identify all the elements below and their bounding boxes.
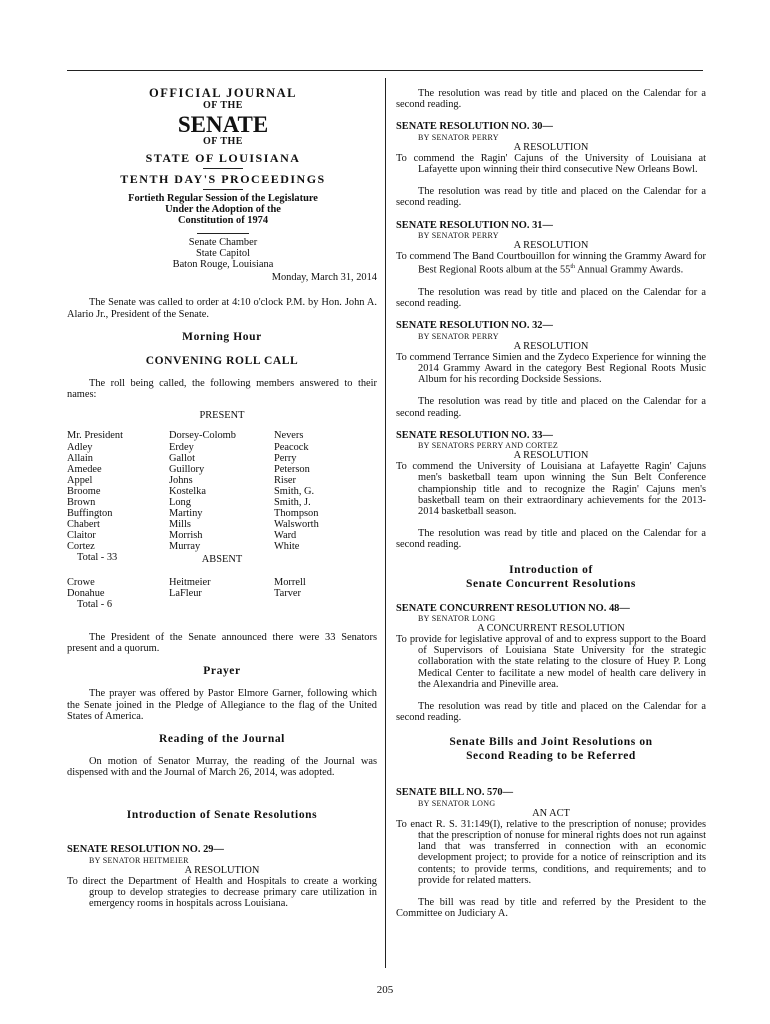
- resolution-text-part: Annual Grammy Awards.: [575, 264, 684, 276]
- present-roster: [67, 430, 377, 563]
- resolution-text: To provide for legislative approval of and to express support to the Board of Supervisors of Louisiana State University for the strategic collaboration with the state relating to the closure of Huey P. Long Medical Center to facilitate a new model of health care delivery in the Alexandria and Pineville area.: [396, 633, 706, 690]
- resolution-title: SENATE RESOLUTION NO. 29—: [67, 844, 224, 856]
- senator-name: Allain: [67, 452, 93, 464]
- top-rule: [67, 70, 703, 71]
- senator-name: Perry: [274, 452, 297, 464]
- calendar-note: The resolution was read by title and placed on the Calendar for a second reading.: [396, 700, 706, 724]
- prayer-heading: Prayer: [203, 665, 241, 678]
- absent-column-1: [67, 577, 169, 610]
- senator-name: Gallot: [169, 452, 195, 464]
- bill-text: To enact R. S. 31:149(I), relative to the prescription of nonuse; provides that the prescription of nonuse for mineral rights does not run against land that was transferred in connection with an economic development project; to provide for a notice of reinscription and its contents; to provide terms, conditions, and requirements; and to provide for related matters.: [396, 818, 706, 886]
- calendar-note: The resolution was read by title and placed on the Calendar for a second reading.: [396, 186, 706, 209]
- masthead-of-the: OF THE: [203, 100, 243, 111]
- masthead-day: TENTH DAY'S PROCEEDINGS: [120, 172, 326, 186]
- senator-name: Claitor: [67, 530, 96, 542]
- place-line-1: Senate Chamber: [188, 236, 258, 248]
- senator-name: Riser: [274, 474, 296, 486]
- resolution-title: SENATE RESOLUTION NO. 31—: [396, 219, 553, 231]
- ordinal-suffix: th: [570, 264, 576, 271]
- resolution-kind: A RESOLUTION: [513, 141, 589, 153]
- senate-resolution-29: [67, 844, 377, 909]
- absent-column-3: [274, 577, 374, 610]
- journal-text: On motion of Senator Murray, the reading of the Journal was dispensed with and the Journal of March 26, 2014, was adopted.: [67, 756, 377, 779]
- resolution-text: To commend the Ragin' Cajuns of the University of Louisiana at Lafayette upon winning their third consecutive New Orleans Bowl.: [396, 152, 706, 176]
- senator-name: Mr. President: [67, 430, 123, 442]
- senate-concurrent-resolution-48: [396, 603, 706, 690]
- bill-kind: AN ACT: [532, 807, 570, 819]
- masthead-state: STATE OF LOUISIANA: [145, 151, 301, 165]
- place-line-3: Baton Rouge, Louisiana: [172, 259, 274, 271]
- senator-name: White: [274, 541, 300, 553]
- senator-name: Erdey: [169, 441, 194, 453]
- senator-name: Buffington: [67, 508, 113, 520]
- concurrent-heading-line-2: Senate Concurrent Resolutions: [466, 577, 636, 590]
- resolution-title: SENATE RESOLUTION NO. 30—: [396, 121, 553, 133]
- resolution-author: BY SENATOR LONG: [418, 613, 496, 623]
- senator-name: Mills: [169, 519, 191, 531]
- resolution-kind: A CONCURRENT RESOLUTION: [477, 622, 625, 634]
- prayer-text: The prayer was offered by Pastor Elmore Garner, following which the Senate joined in the Pledge of Allegiance to the flag of the United States of America.: [67, 688, 377, 722]
- senator-name: Peterson: [274, 463, 310, 475]
- resolution-author: BY SENATOR PERRY: [418, 331, 499, 341]
- calendar-note: The resolution was read by title and placed on the Calendar for a second reading.: [396, 88, 706, 111]
- senate-resolution-30: [396, 121, 706, 175]
- present-label: PRESENT: [199, 410, 245, 422]
- absent-label: ABSENT: [201, 553, 243, 565]
- masthead-senate: SENATE: [177, 112, 269, 137]
- senator-name: Guillory: [169, 463, 205, 475]
- session-line-3: Constitution of 1974: [177, 215, 269, 227]
- left-column: [67, 86, 377, 909]
- resolution-author: BY SENATOR HEITMEIER: [89, 855, 189, 865]
- present-column-3: [274, 430, 374, 563]
- senator-name: Heitmeier: [169, 576, 211, 588]
- resolution-kind: A RESOLUTION: [513, 340, 589, 352]
- concurrent-heading-line-1: Introduction of: [509, 563, 593, 576]
- senator-name: Smith, J.: [274, 497, 311, 508]
- calendar-note: The resolution was read by title and placed on the Calendar for a second reading.: [396, 286, 706, 310]
- resolution-text-part: To commend The Band Courtbouillon for winning the Grammy Award for Best Regional Roots album at the 55: [396, 251, 706, 276]
- senator-name: Tarver: [274, 587, 301, 599]
- bill-author: BY SENATOR LONG: [418, 798, 496, 808]
- present-total: Total - 33: [77, 552, 118, 564]
- resolution-title: SENATE RESOLUTION NO. 33—: [396, 429, 553, 441]
- senator-name: Ward: [274, 530, 297, 542]
- call-to-order: The Senate was called to order at 4:10 o'clock P.M. by Hon. John A. Alario Jr., President of the Senate.: [67, 297, 377, 320]
- bill-title: SENATE BILL NO. 570—: [396, 787, 514, 799]
- absent-roster: [67, 577, 377, 610]
- calendar-note: The resolution was read by title and placed on the Calendar for a second reading.: [396, 528, 706, 551]
- resolution-text: [396, 251, 706, 276]
- resolution-text: To commend the University of Louisiana at Lafayette Ragin' Cajuns men's basketball team upon winning the Sun Belt Conference championship title and to recognize the Ragin' Cajuns men's basketball team on their extraordinary achievements for the 2013-2014 basketball season.: [396, 461, 706, 517]
- resolution-text: To commend Terrance Simien and the Zydeco Experience for winning the 2014 Grammy Award in the category Best Regional Roots Music Album for his recording Dockside Sessions.: [396, 351, 706, 386]
- resolution-kind: A RESOLUTION: [184, 864, 260, 876]
- intro-resolutions-heading: Introduction of Senate Resolutions: [126, 809, 318, 822]
- senator-name: Brown: [67, 497, 96, 508]
- bills-heading: [396, 735, 706, 763]
- masthead-rule-2: [203, 189, 243, 190]
- senator-name: LaFleur: [169, 587, 202, 599]
- present-column-2: [169, 430, 274, 563]
- resolution-author: BY SENATORS PERRY AND CORTEZ: [418, 440, 559, 450]
- roll-call-heading: CONVENING ROLL CALL: [145, 354, 299, 367]
- session-rule: [197, 233, 249, 234]
- morning-hour-heading: Morning Hour: [182, 330, 262, 343]
- senator-name: Appel: [67, 474, 93, 486]
- senator-name: Dorsey-Colomb: [169, 430, 236, 442]
- page-number: 205: [376, 984, 394, 996]
- absent-total: Total - 6: [77, 598, 113, 610]
- senate-bill-570: [396, 787, 706, 886]
- resolution-author: BY SENATOR PERRY: [418, 230, 499, 240]
- masthead-official-journal: OFFICIAL JOURNAL: [149, 86, 297, 100]
- senator-name: Nevers: [274, 430, 304, 442]
- senator-name: Smith, G.: [274, 485, 315, 497]
- senator-name: Kostelka: [169, 485, 206, 497]
- senate-resolution-33: [396, 430, 706, 517]
- calendar-note: The resolution was read by title and placed on the Calendar for a second reading.: [396, 396, 706, 419]
- roll-call-intro: The roll being called, the following members answered to their names:: [67, 377, 377, 401]
- senator-name: Peacock: [274, 441, 309, 453]
- resolution-title: SENATE CONCURRENT RESOLUTION NO. 48—: [396, 602, 630, 614]
- senate-resolution-32: [396, 320, 706, 385]
- senator-name: Morrish: [169, 530, 203, 542]
- resolution-title: SENATE RESOLUTION NO. 32—: [396, 320, 553, 332]
- senator-name: Donahue: [67, 587, 105, 599]
- senator-name: Cortez: [67, 541, 95, 553]
- senator-name: Amedee: [67, 463, 102, 475]
- senator-name: Long: [169, 497, 191, 508]
- session-line-2: Under the Adoption of the: [165, 204, 281, 216]
- journal-heading: Reading of the Journal: [159, 733, 285, 746]
- senator-name: Broome: [67, 485, 101, 497]
- senator-name: Thompson: [274, 508, 319, 520]
- senator-name: Chabert: [67, 519, 100, 531]
- bills-heading-line-2: Second Reading to be Referred: [466, 750, 636, 763]
- bill-referral: The bill was read by title and referred by the President to the Committee on Judiciary A.: [396, 897, 706, 920]
- session-line-1: Fortieth Regular Session of the Legislature: [128, 193, 318, 204]
- masthead: [67, 86, 377, 270]
- place-line-2: State Capitol: [196, 247, 250, 259]
- senate-resolution-31: [396, 220, 706, 276]
- resolution-text: To direct the Department of Health and Hospitals to create a working group to develop strategies to decrease primary care utilization in emergency rooms in hospitals across Louisiana.: [67, 875, 377, 910]
- masthead-of-the-2: OF THE: [203, 136, 243, 147]
- senator-name: Murray: [169, 541, 201, 553]
- absent-column-2: [169, 577, 274, 610]
- concurrent-heading: [396, 563, 706, 591]
- resolution-kind: A RESOLUTION: [513, 239, 589, 251]
- session-date: Monday, March 31, 2014: [271, 272, 377, 284]
- senator-name: Morrell: [274, 576, 306, 588]
- quorum-announcement: The President of the Senate announced there were 33 Senators present and a quorum.: [67, 632, 377, 655]
- senator-name: Walsworth: [274, 519, 319, 531]
- bills-heading-line-1: Senate Bills and Joint Resolutions on: [449, 736, 653, 749]
- resolution-kind: A RESOLUTION: [513, 449, 589, 461]
- resolution-author: BY SENATOR PERRY: [418, 132, 499, 142]
- senator-name: Crowe: [67, 576, 95, 588]
- senator-name: Johns: [169, 474, 193, 486]
- column-divider: [385, 78, 386, 968]
- right-column: [396, 86, 706, 919]
- senator-name: Martiny: [169, 508, 203, 520]
- senator-name: Adley: [67, 441, 93, 453]
- present-column-1: [67, 430, 169, 563]
- masthead-rule: [203, 168, 243, 169]
